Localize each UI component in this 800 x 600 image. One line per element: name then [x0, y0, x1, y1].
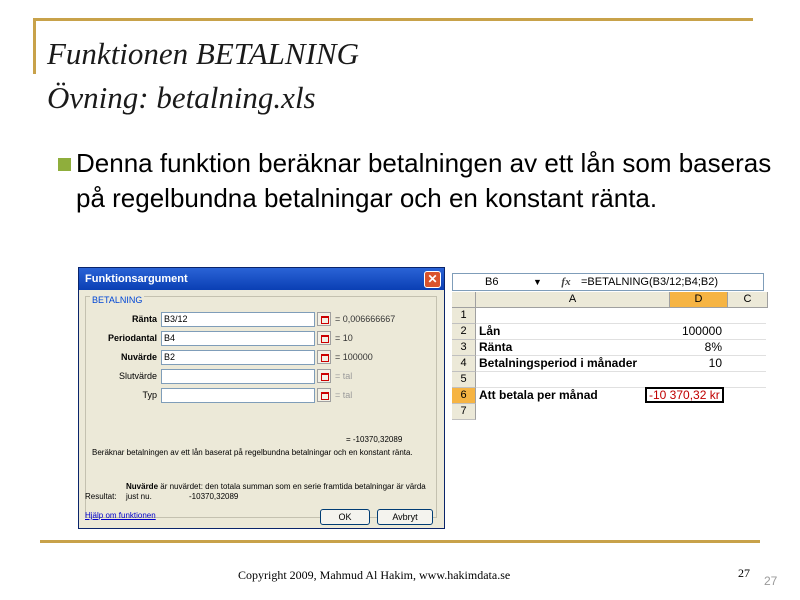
row-header[interactable]: 6: [452, 388, 476, 404]
slide-accent-vertical: [33, 18, 36, 74]
spreadsheet-excerpt: [452, 273, 764, 417]
typ-input[interactable]: [161, 388, 315, 403]
argument-label: Periodantal: [107, 333, 157, 343]
cell-a6[interactable]: Att betala per månad: [479, 388, 598, 402]
column-header-c[interactable]: C: [728, 292, 768, 308]
cell-b2[interactable]: 100000: [681, 324, 722, 338]
argument-result: = tal: [335, 390, 353, 400]
slide-title-line1: Funktionen BETALNING: [47, 36, 359, 71]
formula-bar: [452, 273, 764, 291]
argument-result: = 10: [335, 333, 353, 343]
row-header[interactable]: 5: [452, 372, 476, 388]
collapse-dialog-icon[interactable]: [317, 312, 331, 326]
slide-accent-top-line: [33, 18, 753, 21]
cell-b6-selected[interactable]: -10 370,32 kr: [645, 387, 724, 403]
dialog-arguments-group: [85, 296, 437, 518]
formula-input[interactable]: =BETALNING(B3/12;B4;B2): [581, 276, 719, 288]
argument-row-typ: [86, 387, 436, 403]
slide-accent-bottom-line: [40, 540, 760, 543]
row-header[interactable]: 1: [452, 308, 476, 324]
argument-result: = tal: [335, 371, 353, 381]
argument-label: Nuvärde: [120, 352, 157, 362]
argument-result: = 0,006666667: [335, 314, 396, 324]
row-header[interactable]: 7: [452, 404, 476, 420]
periodantal-input[interactable]: B4: [161, 331, 315, 346]
bullet-square-icon: [58, 158, 71, 171]
formula-result-preview: = -10370,32089: [346, 435, 403, 444]
dialog-title: Funktionsargument: [85, 273, 188, 285]
row-header[interactable]: 3: [452, 340, 476, 356]
result-label: Resultat:: [85, 492, 117, 501]
row-header[interactable]: 2: [452, 324, 476, 340]
fx-icon[interactable]: fx: [561, 276, 571, 288]
function-arguments-dialog: [78, 267, 445, 529]
column-header-a[interactable]: A: [476, 292, 670, 308]
gridline: [476, 339, 766, 340]
argument-result: = 100000: [335, 352, 373, 362]
cell-a2[interactable]: Lån: [479, 324, 501, 338]
collapse-dialog-icon[interactable]: [317, 369, 331, 383]
argument-row-nuvarde: [86, 349, 436, 365]
collapse-dialog-icon[interactable]: [317, 388, 331, 402]
argument-row-slutvarde: [86, 368, 436, 384]
dialog-titlebar[interactable]: [79, 268, 444, 290]
cell-b4[interactable]: 10: [708, 356, 722, 370]
argument-help: [126, 482, 426, 502]
cell-b3[interactable]: 8%: [704, 340, 722, 354]
cell-a3[interactable]: Ränta: [479, 340, 513, 354]
argument-label: Typ: [142, 390, 157, 400]
function-name-label: BETALNING: [92, 295, 143, 305]
select-all-corner[interactable]: [452, 292, 476, 308]
page-number-ghost: 27: [764, 574, 778, 588]
chevron-down-icon[interactable]: ▼: [533, 277, 542, 287]
nuvarde-input[interactable]: B2: [161, 350, 315, 365]
gridline: [476, 323, 766, 324]
collapse-dialog-icon[interactable]: [317, 331, 331, 345]
slide-title: [47, 32, 359, 120]
copyright-footer: Copyright 2009, Mahmud Al Hakim, www.hakimdata.se: [238, 568, 511, 582]
argument-label: Ränta: [131, 314, 157, 324]
argument-row-periodantal: [86, 330, 436, 346]
row-header[interactable]: 4: [452, 356, 476, 372]
result-value: -10370,32089: [189, 492, 239, 501]
argument-row-ranta: [86, 311, 436, 327]
function-description: Beräknar betalningen av ett lån baserat på regelbundna betalningar och en konstant ränta.: [92, 448, 413, 457]
argument-label: Slutvärde: [118, 371, 157, 381]
slide-title-line2: Övning: betalning.xls: [47, 80, 316, 115]
close-icon[interactable]: ✕: [424, 271, 441, 288]
help-link[interactable]: Hjälp om funktionen: [85, 511, 156, 520]
bullet-text: Denna funktion beräknar betalningen av ett lån som baseras på regelbundna betalningar och en konstant ränta.: [76, 148, 772, 213]
ranta-input[interactable]: B3/12: [161, 312, 315, 327]
cancel-button[interactable]: Avbryt: [377, 509, 433, 525]
name-box[interactable]: B6: [485, 276, 499, 288]
argument-help-term: Nuvärde: [126, 482, 159, 491]
column-header-d[interactable]: D: [670, 292, 728, 308]
cell-a4[interactable]: Betalningsperiod i månader: [479, 356, 638, 370]
collapse-dialog-icon[interactable]: [317, 350, 331, 364]
ok-button[interactable]: OK: [320, 509, 370, 525]
page-number: 27: [738, 566, 750, 580]
slutvarde-input[interactable]: [161, 369, 315, 384]
argument-help-text: är nuvärdet: den totala summan som en serie framtida betalningar är värda just nu.: [126, 482, 426, 501]
